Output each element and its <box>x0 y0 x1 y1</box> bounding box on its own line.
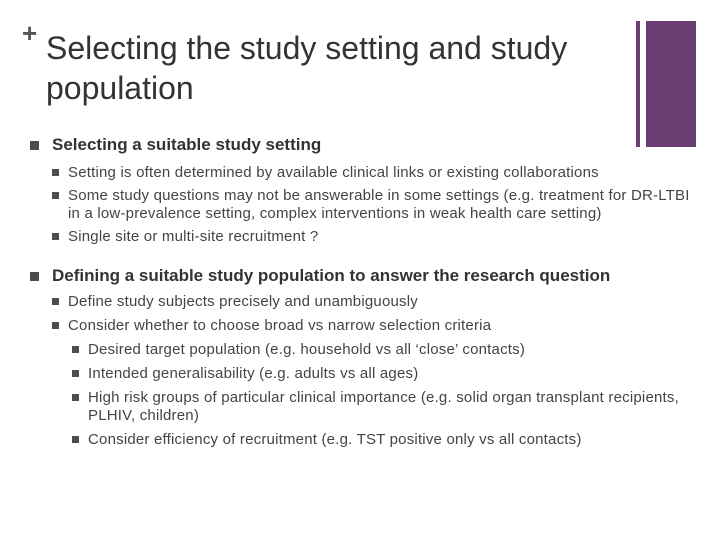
list-item-text: Some study questions may not be answerable in some settings (e.g. treatment for DR-LTBI in a low-prevalence setting, complex interventions in weak health care setting) <box>68 187 690 222</box>
section-heading-setting <box>30 134 690 156</box>
sub-list-item <box>30 365 690 383</box>
square-bullet-icon <box>30 141 39 150</box>
plus-icon: + <box>22 18 38 48</box>
sub-list-item-text: Consider efficiency of recruitment (e.g. TST positive only vs all contacts) <box>88 431 582 448</box>
accent-bar-thin <box>636 21 640 147</box>
list-item <box>30 164 690 182</box>
sub-list-item-text: High risk groups of particular clinical importance (e.g. solid organ transplant recipients, PLHIV, children) <box>88 389 679 424</box>
list-item-text: Setting is often determined by available clinical links or existing collaborations <box>68 164 599 181</box>
square-bullet-icon <box>72 436 79 443</box>
square-bullet-icon <box>52 322 59 329</box>
sub-list-item <box>30 431 690 449</box>
list-item-text: Consider whether to choose broad vs narrow selection criteria <box>68 317 492 334</box>
square-bullet-icon <box>52 233 59 240</box>
list-item <box>30 293 690 311</box>
square-bullet-icon <box>72 394 79 401</box>
square-bullet-icon <box>72 346 79 353</box>
sub-list-item <box>30 341 690 359</box>
list-item <box>30 228 690 246</box>
square-bullet-icon <box>30 272 39 281</box>
square-bullet-icon <box>52 298 59 305</box>
sub-list-item-text: Desired target population (e.g. household vs all ‘close’ contacts) <box>88 341 526 358</box>
heading-text: Defining a suitable study population to answer the research question <box>52 266 611 285</box>
accent-bar-thick <box>646 21 696 147</box>
list-item-text: Single site or multi-site recruitment ? <box>68 228 319 245</box>
square-bullet-icon <box>52 192 59 199</box>
sub-list-item-text: Intended generalisability (e.g. adults vs all ages) <box>88 365 419 382</box>
section-heading-population <box>30 265 690 287</box>
slide-content <box>30 134 690 449</box>
list-item-text: Define study subjects precisely and unambiguously <box>68 293 418 310</box>
square-bullet-icon <box>52 169 59 176</box>
list-item <box>30 187 690 223</box>
slide-title: Selecting the study setting and study population <box>46 30 568 106</box>
heading-text: Selecting a suitable study setting <box>52 135 322 154</box>
list-item <box>30 317 690 335</box>
square-bullet-icon <box>72 370 79 377</box>
sub-list-item <box>30 389 690 425</box>
